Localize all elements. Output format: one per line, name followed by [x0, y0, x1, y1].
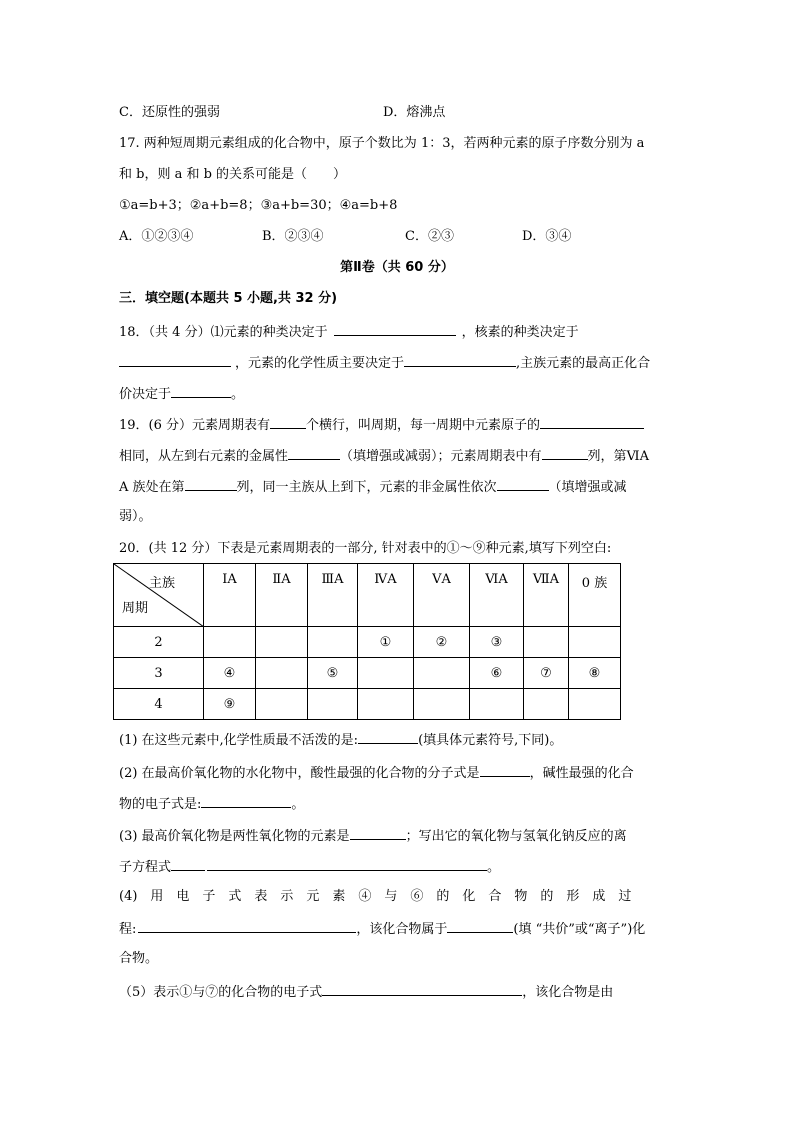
q20-part4-line3: 合物。	[119, 951, 159, 966]
element-cell	[470, 689, 524, 720]
element-cell	[358, 689, 414, 720]
q19-line4: 弱）。	[119, 509, 152, 524]
q19-blank-3[interactable]	[288, 445, 340, 460]
q17-stem-line1: 17. 两种短周期元素组成的化合物中，原子个数比为 1：3，若两种元素的原子序数分别为 a	[119, 136, 645, 151]
q19-blank-5[interactable]	[185, 476, 237, 491]
element-cell	[256, 627, 308, 658]
q20-part3-line1	[119, 825, 627, 847]
q19-text-5: 列，第ⅥA	[587, 449, 649, 464]
group-header-cell: ⅠA	[204, 564, 256, 627]
element-cell	[308, 689, 358, 720]
element-cell: ⑥	[470, 658, 524, 689]
q19-text-4: （填增强或减弱）；元素周期表中有	[340, 449, 542, 464]
q20-p1-text-2: (填具体元素符号,下同)。	[418, 733, 563, 748]
element-cell	[414, 689, 470, 720]
q18-text-2: ，核素的种类决定于	[461, 325, 579, 340]
element-cell: ⑧	[569, 658, 621, 689]
element-cell	[308, 627, 358, 658]
element-cell: ⑨	[204, 689, 256, 720]
q17-option-b: B．②③④	[262, 229, 324, 244]
q20-p3-blank-3[interactable]	[207, 856, 487, 871]
group-header-cell: ⅢA	[308, 564, 358, 627]
q20-p4-text-1: 程:	[119, 922, 137, 937]
q20-p3-blank-1[interactable]	[350, 825, 406, 840]
q19-text-6: A 族处在第	[119, 480, 185, 495]
element-cell	[256, 689, 308, 720]
table-header-row	[114, 564, 621, 627]
q18-text-1: 18．（共 4 分）⑴元素的种类决定于	[119, 325, 328, 340]
period-cell: 3	[114, 658, 204, 689]
element-cell	[204, 627, 256, 658]
q20-p5-text-1: （5）表示①与⑦的化合物的电子式	[119, 985, 323, 1000]
q20-p5-blank[interactable]	[322, 981, 522, 996]
table-row	[114, 689, 621, 720]
q18-blank-4[interactable]	[171, 383, 231, 398]
q20-intro: 20．(共 12 分）下表是元素周期表的一部分, 针对表中的①～⑨种元素,填写下列空白:	[119, 541, 612, 556]
periodic-table	[113, 563, 621, 720]
period-cell: 4	[114, 689, 204, 720]
element-cell: ④	[204, 658, 256, 689]
q20-p3-text-1: (3) 最高价氧化物是两性氧化物的元素是	[119, 829, 350, 844]
group-header-cell: 0 族	[569, 564, 621, 627]
element-cell	[358, 658, 414, 689]
group-header-cell: ⅥA	[470, 564, 524, 627]
q19-line2	[119, 445, 649, 467]
q20-part2-line2	[119, 793, 304, 815]
q20-part5-line1	[119, 981, 613, 1003]
q19-blank-6[interactable]	[497, 476, 549, 491]
q18-blank-1[interactable]	[334, 321, 456, 336]
q20-p1-text-1: (1) 在这些元素中,化学性质最不活泼的是:	[119, 733, 359, 748]
section-3-heading: 三．填空题(本题共 5 小题,共 32 分)	[119, 291, 338, 306]
q20-part2-line1	[119, 762, 634, 784]
element-cell: ②	[414, 627, 470, 658]
q19-line3	[119, 476, 627, 498]
q20-p3-blank-2[interactable]	[171, 856, 205, 871]
q20-p2-text-1: (2) 在最高价氧化物的水化物中，酸性最强的化合物的分子式是	[119, 766, 480, 781]
q19-text-1: 19．(6 分）元素周期表有	[119, 418, 271, 433]
q20-p3-text-3: 子方程式	[119, 860, 172, 875]
q18-line3	[119, 383, 244, 405]
period-cell: 2	[114, 627, 204, 658]
element-cell: ⑤	[308, 658, 358, 689]
q20-p1-blank[interactable]	[358, 729, 418, 744]
q17-option-d: D．③④	[522, 229, 572, 244]
q18-line2	[119, 352, 650, 374]
table-corner-cell	[114, 564, 204, 627]
q20-p4-blank-1[interactable]	[138, 918, 356, 933]
q18-line1	[119, 321, 579, 343]
group-header-cell: ⅣA	[358, 564, 414, 627]
q18-text-4: ,主族元素的最高正化合	[516, 356, 651, 371]
q19-text-7: 列，同一主族从上到下，元素的非金属性依次	[236, 480, 497, 495]
corner-label-period: 周期	[122, 601, 149, 616]
q19-text-8: （填增强或减	[548, 480, 627, 495]
q20-p2-text-3: 物的电子式是:	[119, 797, 202, 812]
q20-p2-text-4: 。	[291, 797, 305, 812]
q17-option-c: C．②③	[405, 229, 454, 244]
element-cell	[414, 658, 470, 689]
q18-text-6: 。	[231, 387, 245, 402]
volume-2-heading: 第Ⅱ卷（共 60 分）	[340, 260, 454, 275]
q20-part4-line1: (4) 用 电 子 式 表 示 元 素 ④ 与 ⑥ 的 化 合 物 的 形 成 过	[119, 889, 632, 904]
q18-text-5: 价决定于	[119, 387, 172, 402]
q16-options-row	[119, 103, 445, 123]
q16-option-d: D．熔沸点	[383, 105, 446, 120]
element-cell	[569, 689, 621, 720]
q19-text-2: 个横行，叫周期，每一周期中元素原子的	[306, 418, 541, 433]
q16-option-c: C．还原性的强弱	[119, 105, 220, 120]
table-row	[114, 658, 621, 689]
element-cell	[524, 627, 569, 658]
q17-option-a: A．①②③④	[119, 229, 194, 244]
q18-blank-2[interactable]	[119, 352, 231, 367]
q20-p3-text-4: 。	[487, 860, 501, 875]
q20-p4-text-3: (填 “共价”或“离子”)化	[513, 922, 646, 937]
q19-blank-1[interactable]	[270, 414, 306, 429]
element-cell	[524, 689, 569, 720]
q17-options-row	[119, 227, 571, 247]
q20-p3-text-2: ；写出它的氧化物与氢氧化钠反应的离	[405, 829, 627, 844]
q20-p4-text-2: ，该化合物属于	[356, 922, 448, 937]
group-header-cell: ⅦA	[524, 564, 569, 627]
q18-blank-3[interactable]	[404, 352, 516, 367]
q17-stem-line2: 和 b，则 a 和 b 的关系可能是（ ）	[119, 167, 347, 182]
q19-text-3: 相同，从左到右元素的金属性	[119, 449, 289, 464]
element-cell: ①	[358, 627, 414, 658]
corner-label-group: 主族	[148, 576, 175, 591]
element-cell	[569, 627, 621, 658]
element-cell: ⑦	[524, 658, 569, 689]
q18-text-3: ，元素的化学性质主要决定于	[235, 356, 405, 371]
q20-part3-line2	[119, 856, 500, 878]
group-header-cell: ⅤA	[414, 564, 470, 627]
q20-part4-line2	[119, 918, 645, 940]
table-row	[114, 627, 621, 658]
q20-part1	[119, 729, 562, 751]
q20-p4-blank-2[interactable]	[447, 918, 513, 933]
q19-blank-4[interactable]	[542, 445, 588, 460]
q20-p2-text-2: ，碱性最强的化合	[529, 766, 634, 781]
q20-p5-text-2: ，该化合物是由	[522, 985, 614, 1000]
group-header-cell: ⅡA	[256, 564, 308, 627]
element-cell	[256, 658, 308, 689]
q19-line1	[119, 414, 644, 436]
q19-blank-2[interactable]	[540, 414, 644, 429]
q17-conditions: ①a=b+3；②a+b=8；③a+b=30；④a=b+8	[119, 198, 398, 213]
q20-p2-blank-2[interactable]	[201, 793, 291, 808]
element-cell: ③	[470, 627, 524, 658]
q20-p2-blank-1[interactable]	[480, 762, 530, 777]
